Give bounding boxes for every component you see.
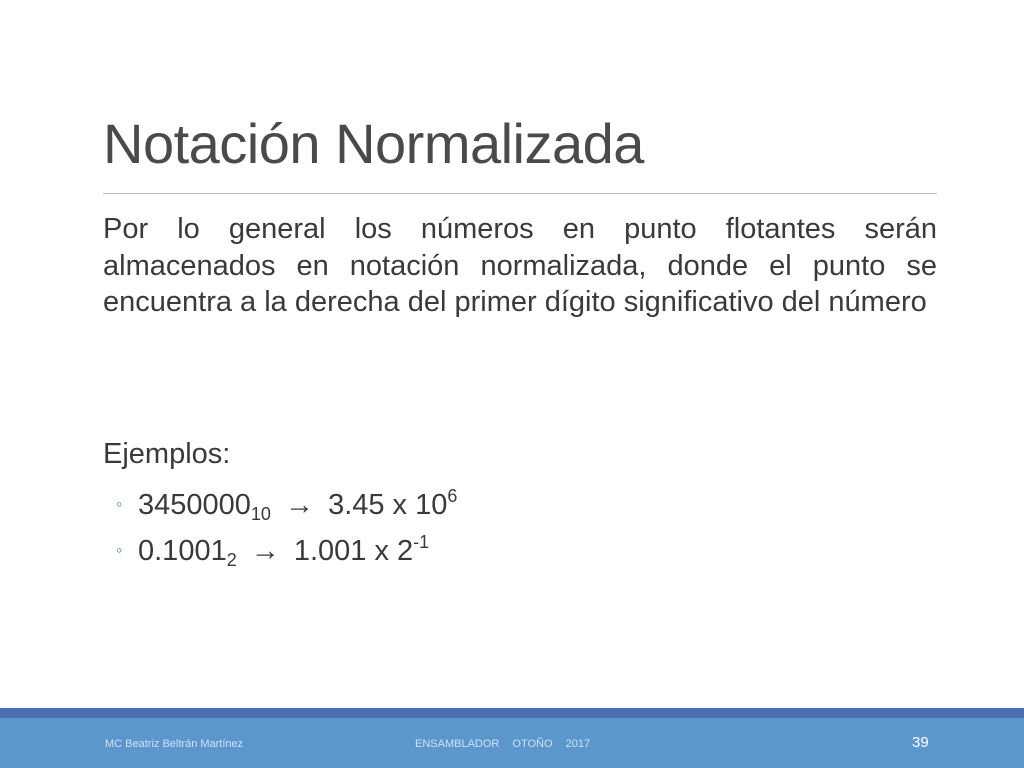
bullet-icon: ◦ <box>116 540 123 560</box>
example-base-subscript: 2 <box>226 550 237 570</box>
bullet-icon: ◦ <box>116 494 123 514</box>
body-paragraph: Por lo general los números en punto flotantes serán almacenados en notación normalizada, donde el punto se encuentra a la derecha del primer dígito significativo del número <box>103 213 937 318</box>
footer-course: ENSAMBLADOR OTOÑO 2017 <box>415 738 591 750</box>
example-exponent: -1 <box>413 532 430 552</box>
example-base-subscript: 10 <box>250 504 271 524</box>
examples-heading: Ejemplos: <box>103 438 231 470</box>
example-exponent: 6 <box>447 486 458 506</box>
arrow-right-icon: → <box>285 489 314 521</box>
example-base-value: 3450000 <box>138 489 251 521</box>
arrow-right-icon: → <box>250 535 280 567</box>
footer-author: MC Beatriz Beltrán Martínez <box>105 738 244 750</box>
slide-title: Notación Normalizada <box>103 112 644 175</box>
footer-accent-bar <box>0 708 1024 718</box>
example-normalized-mantissa: 3.45 x 10 <box>328 489 448 521</box>
page-number: 39 <box>912 734 929 751</box>
example-normalized-mantissa: 1.001 x 2 <box>293 535 414 567</box>
example-base-value: 0.1001 <box>138 535 227 567</box>
title-divider <box>103 193 937 194</box>
example-item <box>116 524 429 578</box>
